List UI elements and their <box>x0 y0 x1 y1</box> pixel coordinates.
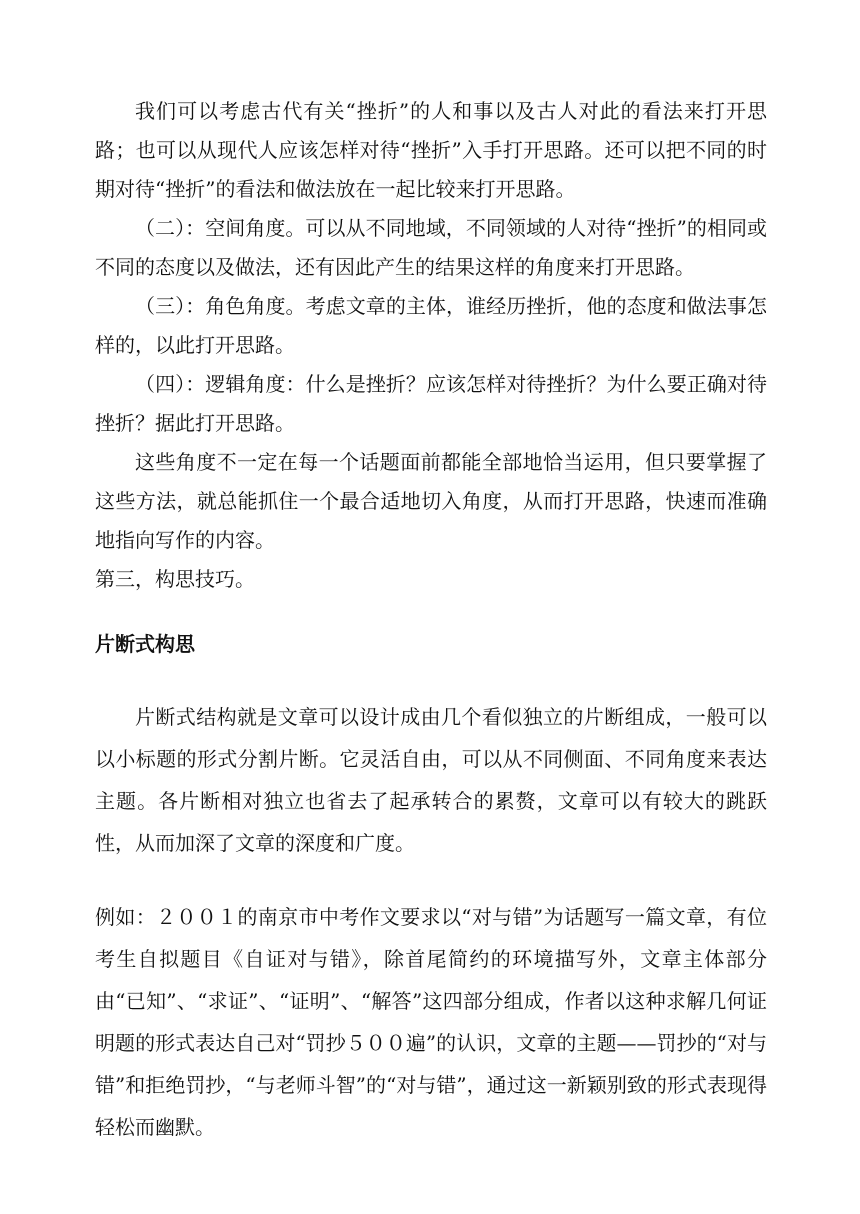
paragraph-logic-angle: （四）：逻辑角度：什么是挫折？应该怎样对待挫折？为什么要正确对待挫折？据此打开思路。 <box>95 372 767 435</box>
paragraph-fragment-structure: 片断式结构就是文章可以设计成由几个看似独立的片断组成，一般可以以小标题的形式分割片断。它灵活自由，可以从不同侧面、不同角度来表达主题。各片断相对独立也省去了起承转合的累赘，文章可以有较大的跳跃性，从而加深了文章的深度和广度。 <box>95 705 767 855</box>
paragraph-time-angle: 我们可以考虑古代有关“挫折”的人和事以及古人对此的看法来打开思路；也可以从现代人应该怎样对待“挫折”入手打开思路。还可以把不同的时期对待“挫折”的看法和做法放在一起比较来打开思路。 <box>95 99 767 201</box>
paragraph-example: 例如：２００１的南京市中考作文要求以“对与错”为话题写一篇文章，有位考生自拟题目《自证对与错》，除首尾简约的环境描写外，文章主体部分由“已知”、“求证”、“证明”、“解答”这四部分组成，作者以这种求解几何证明题的形式表达自己对“罚抄５００遍”的认识，文章的主题——罚抄的“对与错”和拒绝罚抄，“与老师斗智”的“对与错”，通过这一新颖别致的形式表现得轻松而幽默。 <box>95 905 767 1139</box>
paragraph-role-angle: （三）：角色角度。考虑文章的主体，谁经历挫折，他的态度和做法事怎样的，以此打开思路。 <box>95 294 767 357</box>
paragraph-angle-summary: 这些角度不一定在每一个话题面前都能全部地恰当运用，但只要掌握了这些方法，就总能抓住一个最合适地切入角度，从而打开思路，快速而准确地指向写作的内容。 <box>95 450 767 552</box>
section-label-third: 第三，构思技巧。 <box>95 567 255 591</box>
paragraph-space-angle: （二）：空间角度。可以从不同地域，不同领域的人对待“挫折”的相同或不同的态度以及做法，还有因此产生的结果这样的角度来打开思路。 <box>95 216 767 279</box>
section-heading: 片断式构思 <box>95 632 195 656</box>
document-page <box>95 92 767 1148</box>
